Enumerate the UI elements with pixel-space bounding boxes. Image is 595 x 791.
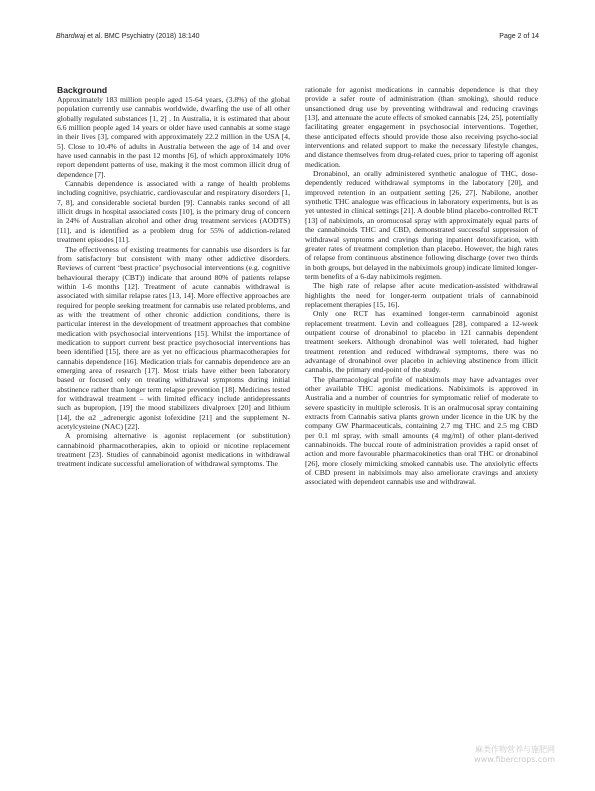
section-heading: Background [57,85,108,95]
watermark-line: www.fibercrops.com [474,755,555,764]
paragraph: Dronabinol, an orally administered synthetic analogue of THC, dose-dependently reduced withdrawal symptoms in the laboratory [20], and improved retention in an outpatient setting [26, 27]. Nabilone, another synthetic THC analogue was efficacious in laboratory experiments, but is as yet untested in clinical settings [21]. A double blind placebo-controlled RCT [13] of nabiximols, an oromucosal spray with approximately equal parts of the cannabinoids THC and CBD, demonstrated successful suppression of withdrawal symptoms and cravings during inpatient detoxification, with greater rates of treatment completion than placebo. However, the high rates of relapse from continuous abstinence following discharge (over two thirds in both groups, but delayed in the nabiximols group) indicate limited longer-term benefits of a 6-day nabiximols regimen. [305,169,538,281]
paragraph: The pharmacological profile of nabiximols may have advantages over other available THC agonist medications. Nabiximols is approved in Australia and a number of countries for symptomatic relief of moderate to severe spasticity in multiple sclerosis. It is an oralmucosal spray containing extracts from Cannabis sativa plants grown under licence in the UK by the company GW Pharmaceuticals, containing 2.7 mg THC and 2.5 mg CBD per 0.1 ml spray, with small amounts (4 mg/ml) of other plant-derived cannabinoids. The buccal route of administration provides a rapid onset of action and more favourable pharmacokinetics than oral THC or dronabinol [26], more closely mimicking smoked cannabis use. The anxiolytic effects of CBD present in nabiximols may also ameliorate cravings and anxiety associated with dependent cannabis use and withdrawal. [305,374,538,487]
running-head [56,33,539,45]
first-author: Bhardwaj [56,33,86,40]
paragraph: rationale for agonist medications in cannabis dependence is that they provide a safer route of administration (than smoking), should reduce unsanctioned drug use by preventing withdrawal and reducing cravings [13], and attenuate the acute effects of smoked cannabis [24, 25], potentially facilitating greater engagement in psychosocial interventions. Together, these anticipated effects should provide those also receiving psycho-social interventions and related support to make the necessary lifestyle changes, and distance themselves from drug-related cues, prior to tapering off agonist medication. [305,85,538,169]
journal-citation [56,33,200,40]
citation-rest: et al. BMC Psychiatry (2018) 18:140 [85,33,200,40]
paragraph: The effectiveness of existing treatments for cannabis use disorders is far from satisfactory but consistent with many other addictive disorders. Reviews of current ‘best practice’ psychosocial interventions (e.g. cognitive behavioural therapy (CBT)) indicate that around 80% of patients relapse within 1-6 months [12]. Treatment of acute cannabis withdrawal is associated with similar relapse rates [13, 14]. More effective approaches are required for people seeking treatment for cannabis use related problems, and as with the treatment of other chronic addiction conditions, there is particular interest in the development of treatment approaches that combine medication with psychosocial interventions [15]. Whilst the importance of medication to support current best practice psychosocial interventions has been identified [15], there are as yet no efficacious pharmacotherapies for cannabis dependence [16]. Medication trials for cannabis dependence are an emerging area of research [17]. Most trials have either been laboratory based or focused only on treating withdrawal symptoms during initial abstinence rather than longer term relapse prevention [18]. Medicines tested for withdrawal treatment – with limited efficacy include antidepressants such as bupropion, [19] the mood stabilizers divalproex [20] and lithium [14], the α2 _adrenergic agonist lofexidine [21] and the supplement N-acetylcysteine (NAC) [22]. [57,244,290,432]
watermark-line: 麻类作物营养与施肥网 [475,745,555,754]
watermark [474,745,555,765]
left-column [57,85,290,469]
paragraph: A promising alternative is agonist replacement (or substitution) cannabinoid pharmacotherapies, akin to opioid or nicotine replacement treatment [23]. Studies of cannabinoid agonist medications in withdrawal treatment indicate successful amelioration of withdrawal symptoms. The [57,431,290,469]
paragraph: Approximately 183 million people aged 15-64 years, (3.8%) of the global population currently use cannabis worldwide, dwarfing the use of all other globally regulated substances [1, 2] . In Australia, it is estimated that about 6.6 million people aged 14 years or older have used cannabis at some stage in their lives [3], compared with approximately 22.2 million in the USA [4, 5]. Close to 10.4% of adults in Australia between the age of 14 and over have used cannabis in the past 12 months [6], of which approximately 10% report dependent patterns of use, making it the most common illicit drug of dependence [7]. [57,95,290,179]
paragraph: The high rate of relapse after acute medication-assisted withdrawal highlights the need for longer-term outpatient trials of cannabinoid replacement therapies [15, 16]. [305,281,538,309]
right-column [305,85,538,487]
page-number: Page 2 of 14 [499,33,539,40]
paragraph: Cannabis dependence is associated with a range of health problems including cognitive, psychiatric, cardiovascular and respiratory disorders [1, 7, 8], and considerable societal burden [9]. Cannabis ranks second of all illicit drugs in hospital associated costs [10], is the primary drug of concern in 24% of Australian alcohol and other drug treatment services (AODTS) [11], and is identified as a problem drug for 55% of addiction-related treatment episodes [11]. [57,179,290,245]
paragraph: Only one RCT has examined longer-term cannabinoid agonist replacement treatment. Levin and colleagues [28], compared a 12-week outpatient course of dronabinol to placebo in 121 cannabis dependent treatment seekers. Although dronabinol was well tolerated, had higher treatment retention and reduced withdrawal symptoms, there was no advantage of dronabinol over placebo in achieving abstinence from illicit cannabis, the primary end-point of the study. [305,309,538,375]
